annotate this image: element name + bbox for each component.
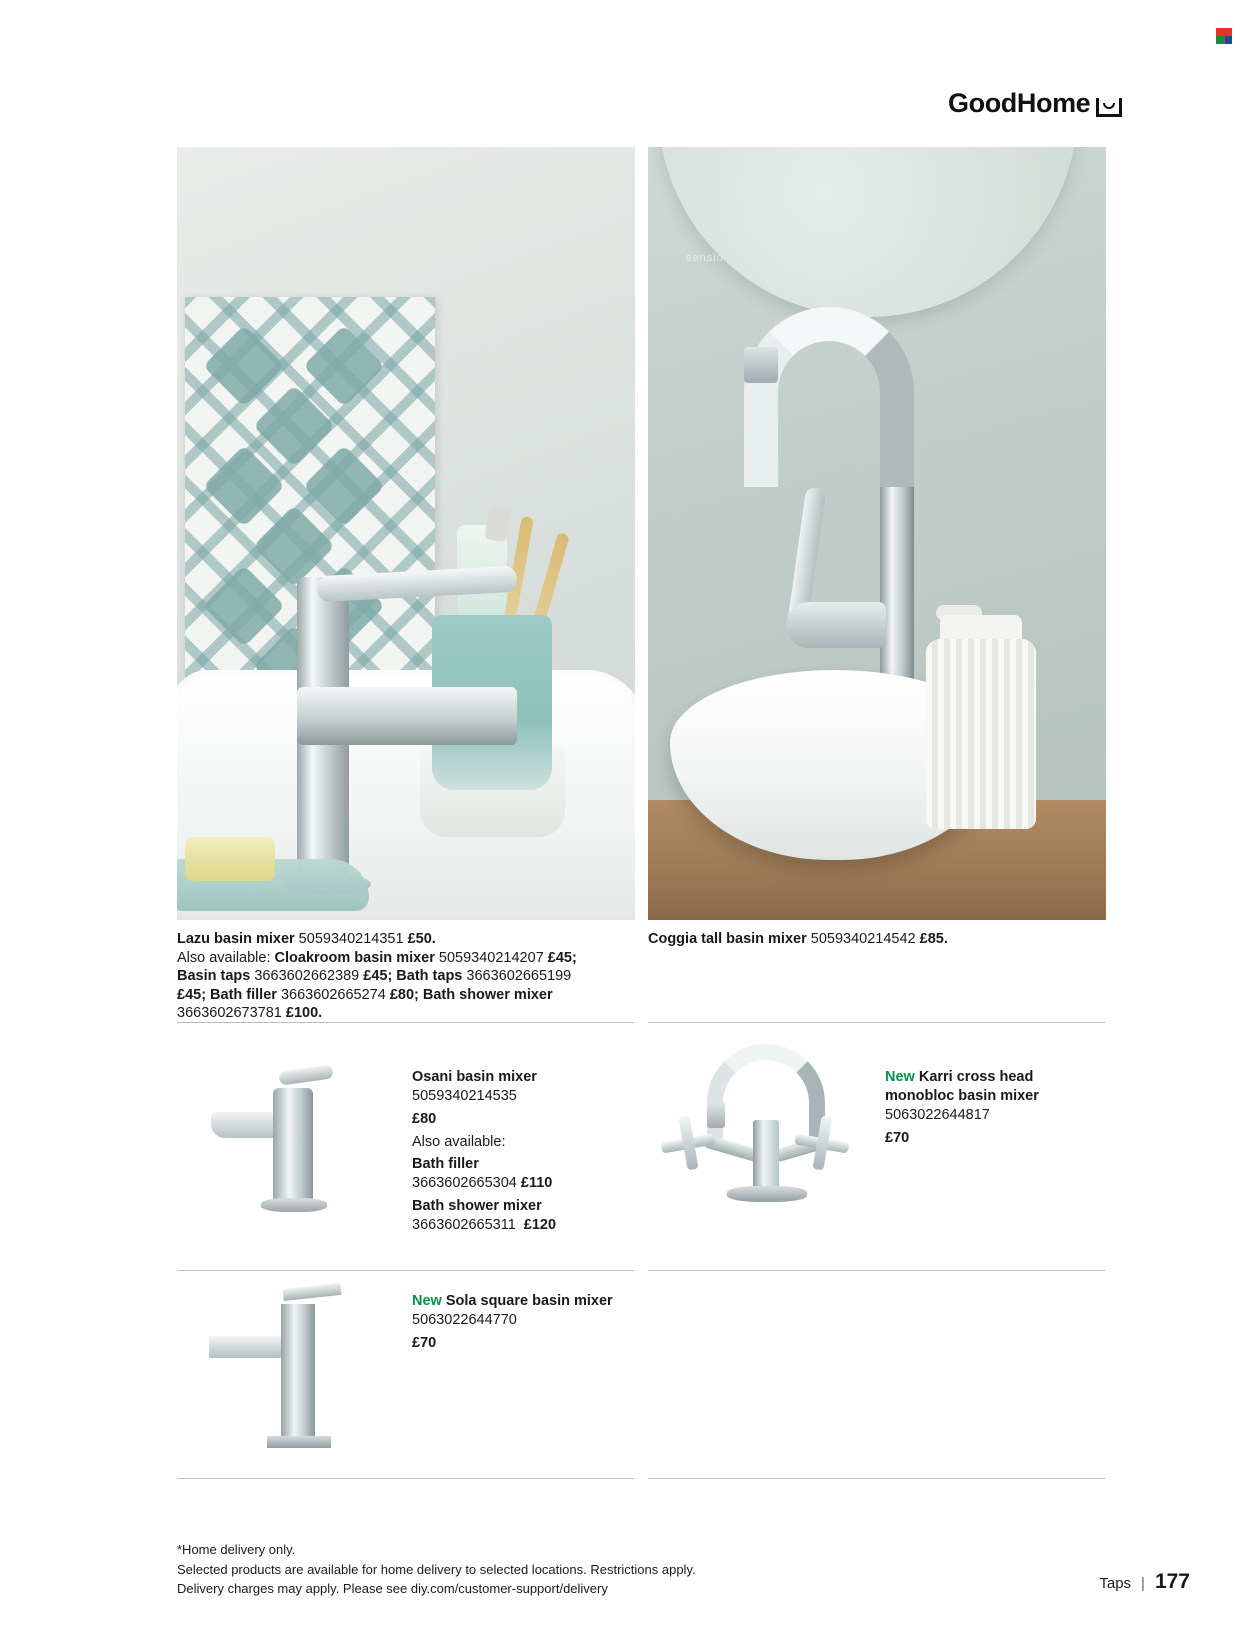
sola-new-badge: New — [412, 1293, 442, 1309]
osani-price: £80 — [412, 1110, 437, 1127]
soap-dispenser — [926, 639, 1036, 829]
karri-name: Karri cross head monobloc basin mixer — [885, 1069, 1039, 1104]
divider — [177, 1022, 634, 1023]
osani-variant-2-code-price: 3663602665311 £120 — [412, 1216, 557, 1233]
delivery-footnote — [177, 1540, 696, 1599]
footnote-line-1: *Home delivery only. — [177, 1542, 296, 1557]
karri-cross-head-monobloc-basin-mixer-image — [655, 1030, 885, 1250]
karri-price: £70 — [885, 1129, 910, 1146]
coggia-caption: Coggia tall basin mixer 5059340214542 £85. — [648, 931, 948, 947]
brand-logo — [948, 88, 1122, 119]
lazu-caption: Lazu basin mixer 5059340214351 £50. Also available: Cloakroom basin mixer 5059340214207 £45; Basin taps 3663602662389 £45; Bath taps 3663602665199 £45; Bath filler 3663602665274 £80; Bath shower mixer 3663602673781 £100. — [177, 931, 577, 1022]
osani-code: 5059340214535 — [412, 1087, 517, 1104]
lazu-basin-mixer-photo — [177, 147, 635, 920]
divider — [648, 1022, 1105, 1023]
osani-also-label: Also available: — [412, 1133, 506, 1150]
section-label: Taps — [1099, 1575, 1132, 1592]
osani-basin-mixer-image — [195, 1040, 395, 1250]
osani-variant-2-name: Bath shower mixer — [412, 1198, 542, 1215]
page-footer — [1099, 1570, 1190, 1594]
sola-square-basin-mixer-image — [195, 1268, 405, 1468]
osani-product-text — [412, 1068, 612, 1235]
soap-bar — [185, 837, 275, 881]
footnote-line-2: Selected products are available for home delivery to selected locations. Restrictions apply. — [177, 1561, 696, 1577]
sola-code: 5063022644770 — [412, 1311, 517, 1328]
divider — [648, 1478, 1105, 1479]
karri-product-text — [885, 1068, 1085, 1147]
footer-separator: | — [1141, 1575, 1145, 1592]
footnote-line-3: Delivery charges may apply. Please see diy.com/customer-support/delivery — [177, 1581, 608, 1596]
divider — [177, 1478, 634, 1479]
brand-name: GoodHome — [948, 88, 1091, 118]
coggia-tall-basin-mixer-photo: sensio — [648, 147, 1106, 920]
osani-name: Osani basin mixer — [412, 1069, 537, 1085]
sola-product-text — [412, 1292, 622, 1353]
divider — [648, 1270, 1105, 1271]
osani-variant-1-name: Bath filler — [412, 1156, 479, 1173]
print-colour-mark-icon — [1216, 28, 1232, 44]
sola-price: £70 — [412, 1334, 437, 1351]
house-logo-icon — [1096, 91, 1122, 117]
page-number: 177 — [1154, 1570, 1190, 1593]
karri-code: 5063022644817 — [885, 1106, 990, 1123]
osani-variant-1-code-price: 3663602665304 £110 — [412, 1175, 553, 1192]
karri-new-badge: New — [885, 1069, 915, 1085]
sola-name: Sola square basin mixer — [445, 1293, 613, 1309]
